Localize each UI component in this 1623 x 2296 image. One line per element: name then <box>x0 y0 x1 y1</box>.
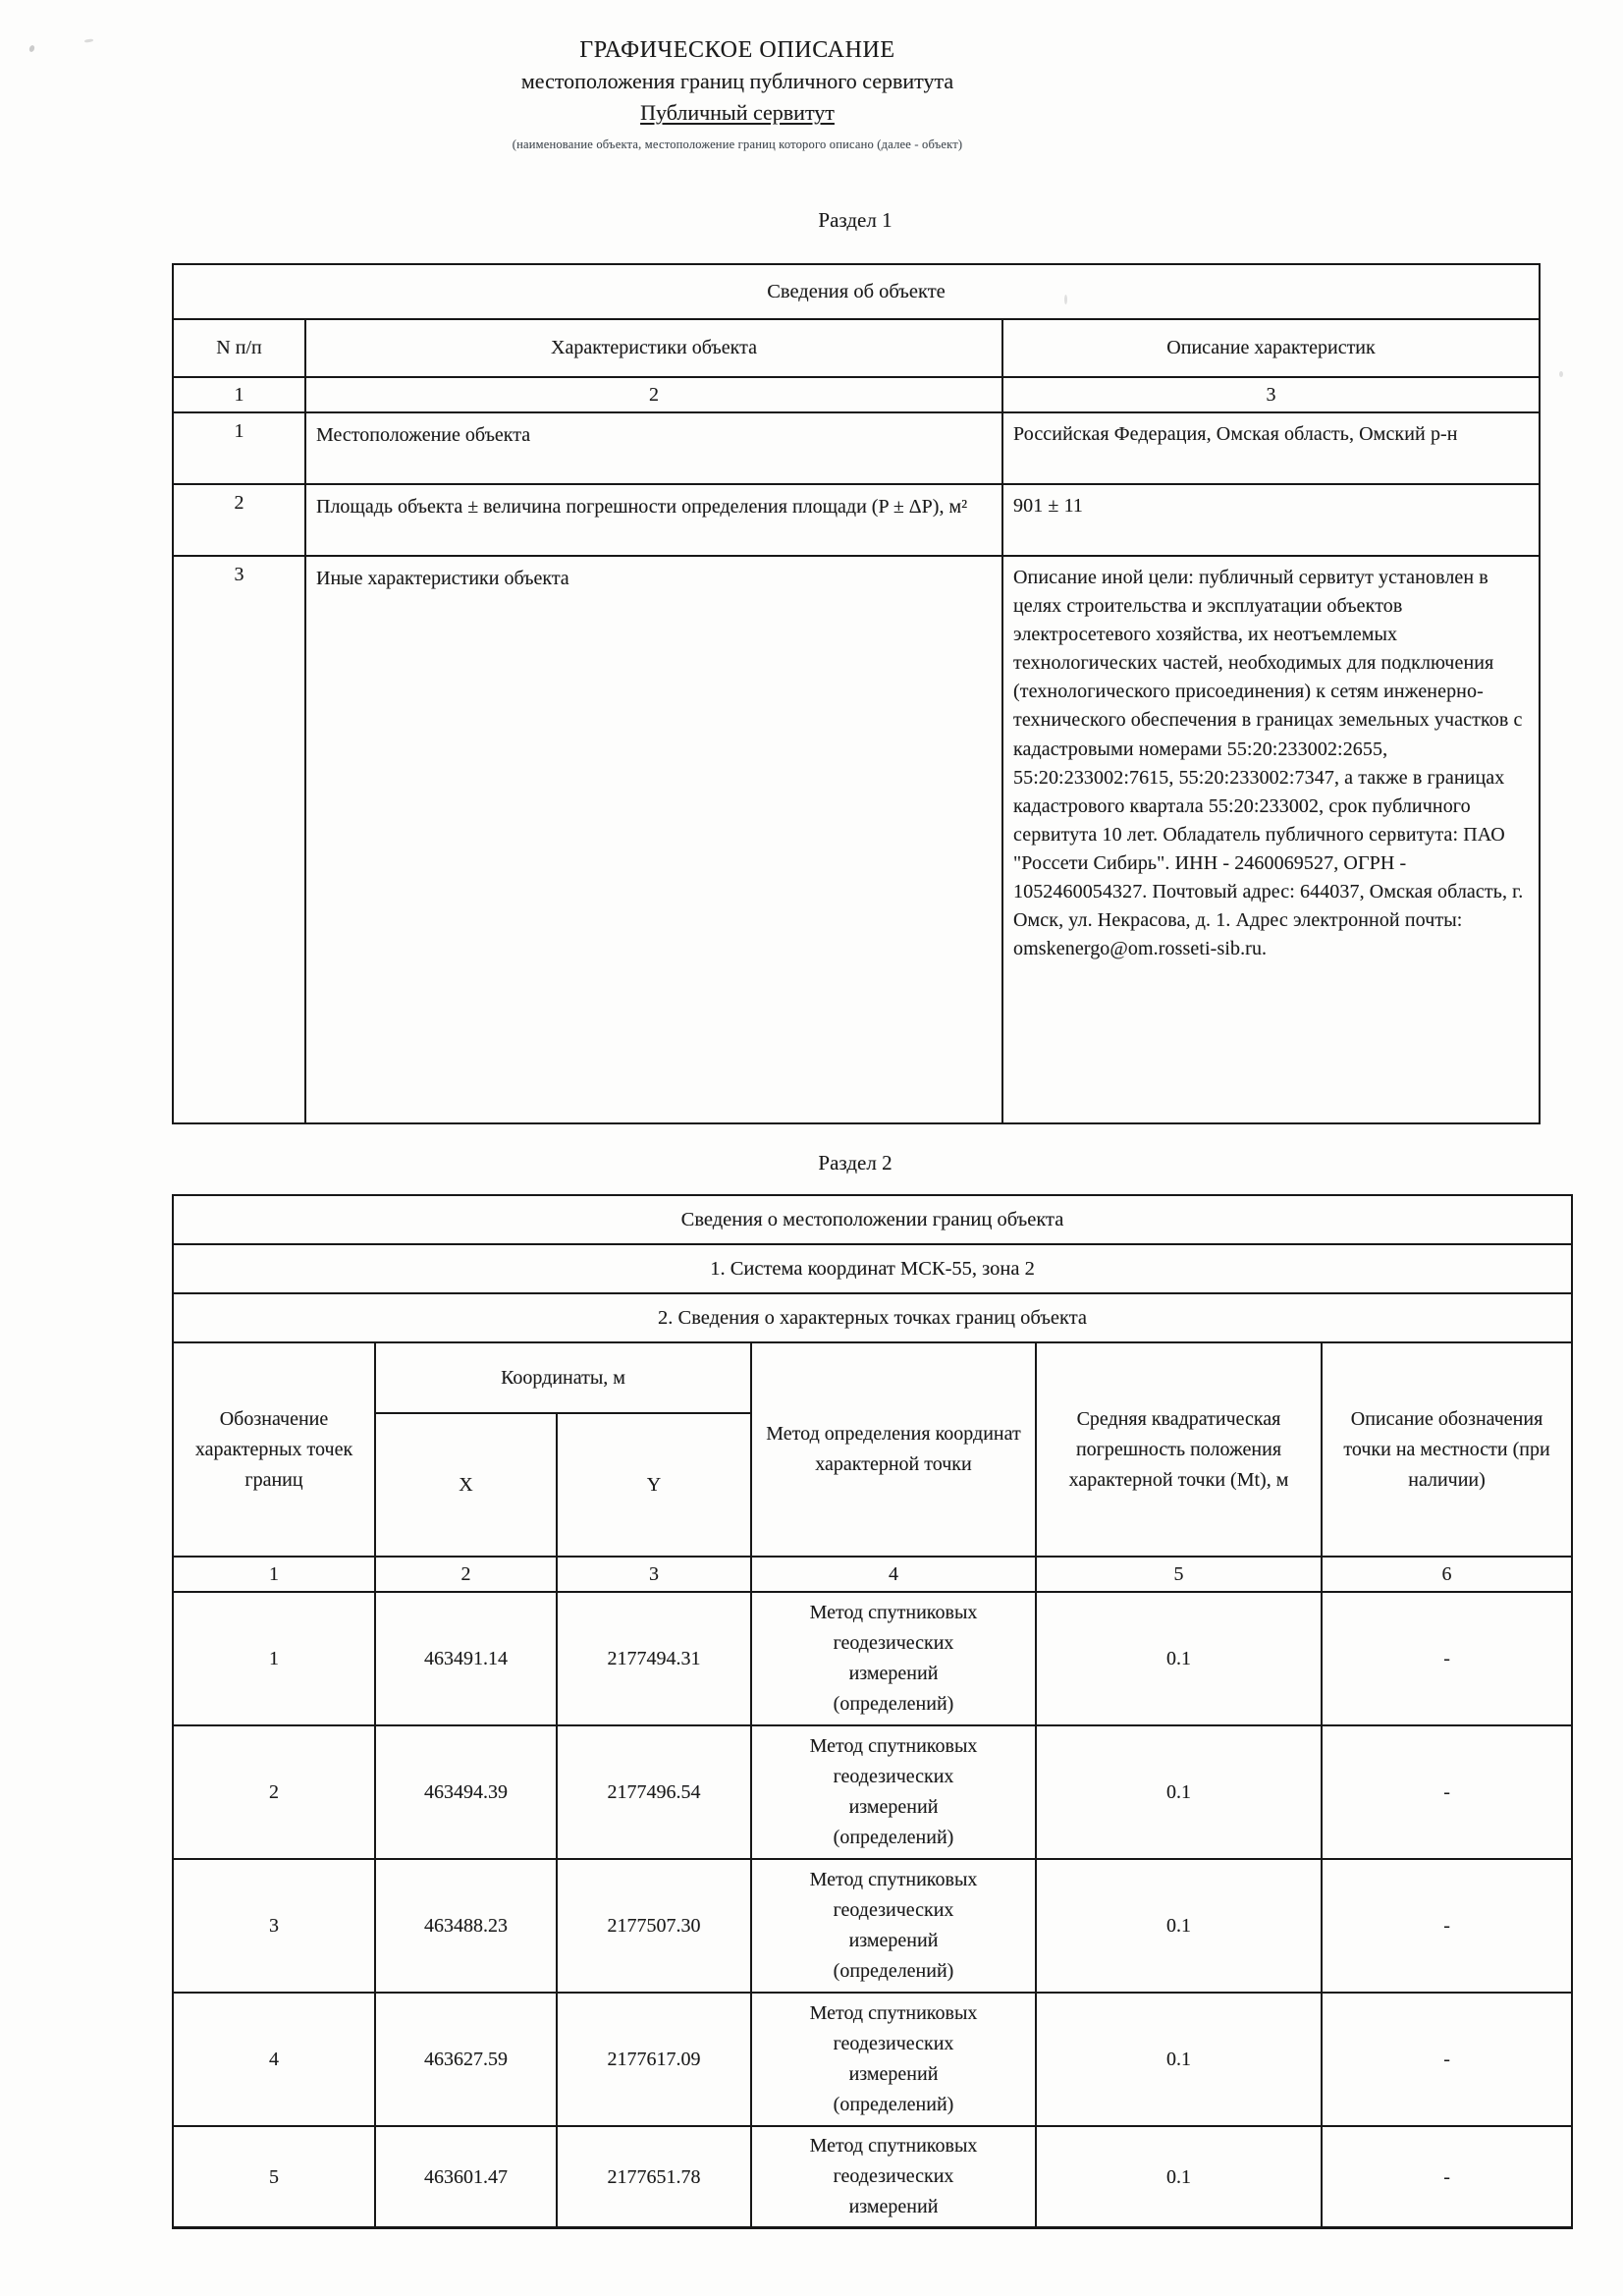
document-subtitle: местоположения границ публичного сервитута <box>520 69 954 94</box>
point-x: 463488.23 <box>375 1859 557 1993</box>
points-subtitle: 2. Сведения о характерных точках границ объекта <box>173 1293 1572 1342</box>
col-x-header: X <box>375 1413 557 1557</box>
point-error: 0.1 <box>1036 1592 1322 1725</box>
document-title: ГРАФИЧЕСКОЕ ОПИСАНИЕ <box>579 37 895 63</box>
characteristic-label: Местоположение объекта <box>305 412 1002 484</box>
table-row <box>173 556 1540 1123</box>
point-row <box>173 1993 1572 2126</box>
scan-artifact <box>1559 371 1563 377</box>
table1-title-row <box>173 264 1540 319</box>
point-x: 463494.39 <box>375 1725 557 1859</box>
section2-heading: Раздел 2 <box>818 1151 893 1175</box>
point-y: 2177496.54 <box>557 1725 751 1859</box>
point-id: 4 <box>173 1993 375 2126</box>
col-y-header: Y <box>557 1413 751 1557</box>
point-x: 463601.47 <box>375 2126 557 2228</box>
characteristic-label: Площадь объекта ± величина погрешности определения площади (P ± ΔP), м² <box>305 484 1002 556</box>
characteristic-value: Российская Федерация, Омская область, Омский р-н <box>1002 412 1540 484</box>
col-point-label-header: Обозначение характерных точек границ <box>173 1342 375 1557</box>
column-number: 1 <box>173 377 305 412</box>
point-id: 2 <box>173 1725 375 1859</box>
boundary-points-table <box>172 1194 1573 2229</box>
table2-header-row <box>173 1342 1572 1413</box>
object-name-caption: (наименование объекта, местоположение границ которого описано (далее - объект) <box>512 137 963 152</box>
table1-title: Сведения об объекте <box>173 264 1540 319</box>
table-row <box>173 412 1540 484</box>
point-description: - <box>1322 1592 1572 1725</box>
point-method: Метод спутниковых геодезических измерений (определений) <box>751 1859 1036 1993</box>
points-subtitle-row <box>173 1293 1572 1342</box>
table1-header-row <box>173 319 1540 377</box>
column-number: 3 <box>557 1557 751 1592</box>
point-y: 2177617.09 <box>557 1993 751 2126</box>
column-number: 2 <box>375 1557 557 1592</box>
point-description: - <box>1322 1993 1572 2126</box>
row-number: 1 <box>173 412 305 484</box>
characteristic-label: Иные характеристики объекта <box>305 556 1002 1123</box>
point-row <box>173 1725 1572 1859</box>
table1-col-description-header: Описание характеристик <box>1002 319 1540 377</box>
point-x: 463491.14 <box>375 1592 557 1725</box>
object-info-table <box>172 263 1541 1124</box>
object-name: Публичный сервитут <box>640 100 835 126</box>
point-method: Метод спутниковых геодезических измерений (определений) <box>751 1993 1036 2126</box>
point-description: - <box>1322 1859 1572 1993</box>
section1-heading: Раздел 1 <box>818 208 893 232</box>
point-error: 0.1 <box>1036 1725 1322 1859</box>
table-row <box>173 484 1540 556</box>
coordinate-system: 1. Система координат МСК-55, зона 2 <box>173 1244 1572 1293</box>
table1-col-num-header: N п/п <box>173 319 305 377</box>
col-method-header: Метод определения координат характерной точки <box>751 1342 1036 1557</box>
point-row <box>173 1592 1572 1725</box>
point-error: 0.1 <box>1036 1993 1322 2126</box>
document-header <box>169 35 1306 152</box>
point-description: - <box>1322 1725 1572 1859</box>
point-error: 0.1 <box>1036 1859 1322 1993</box>
point-method: Метод спутниковых геодезических измерений <box>751 2126 1036 2228</box>
point-row <box>173 2126 1572 2228</box>
point-id: 1 <box>173 1592 375 1725</box>
table2-title: Сведения о местоположении границ объекта <box>173 1195 1572 1244</box>
col-description-header: Описание обозначения точки на местности (при наличии) <box>1322 1342 1572 1557</box>
point-y: 2177651.78 <box>557 2126 751 2228</box>
column-number: 4 <box>751 1557 1036 1592</box>
table1-col-characteristic-header: Характеристики объекта <box>305 319 1002 377</box>
point-y: 2177494.31 <box>557 1592 751 1725</box>
table1-numbering-row <box>173 377 1540 412</box>
characteristic-value: 901 ± 11 <box>1002 484 1540 556</box>
col-coordinates-header: Координаты, м <box>375 1342 751 1413</box>
point-y: 2177507.30 <box>557 1859 751 1993</box>
point-id: 3 <box>173 1859 375 1993</box>
col-error-header: Средняя квадратическая погрешность положения характерной точки (Mt), м <box>1036 1342 1322 1557</box>
scan-artifact <box>84 38 93 42</box>
scan-artifact <box>28 44 35 52</box>
point-error: 0.1 <box>1036 2126 1322 2228</box>
point-row <box>173 1859 1572 1993</box>
coordinate-system-row <box>173 1244 1572 1293</box>
column-number: 5 <box>1036 1557 1322 1592</box>
point-method: Метод спутниковых геодезических измерений (определений) <box>751 1725 1036 1859</box>
point-x: 463627.59 <box>375 1993 557 2126</box>
point-description: - <box>1322 2126 1572 2228</box>
column-number: 3 <box>1002 377 1540 412</box>
column-number: 2 <box>305 377 1002 412</box>
table2-title-row <box>173 1195 1572 1244</box>
column-number: 1 <box>173 1557 375 1592</box>
characteristic-value: Описание иной цели: публичный сервитут установлен в целях строительства и эксплуатации объектов электросетевого хозяйства, их неотъемлемых технологических частей, необходимых для подключения (технологического присоединения) к сетям инженерно-технического обеспечения в границах земельных участков с кадастровыми номерами 55:20:233002:2655, 55:20:233002:7615, 55:20:233002:7347, а также в границах кадастрового квартала 55:20:233002, срок публичного сервитута 10 лет. Обладатель публичного сервитута: ПАО "Россети Сибирь". ИНН - 2460069527, ОГРН - 1052460054327. Почтовый адрес: 644037, Омская область, г. Омск, ул. Некрасова, д. 1. Адрес электронной почты: omskenergo@om.rosseti-sib.ru. <box>1002 556 1540 1123</box>
table2-numbering-row <box>173 1557 1572 1592</box>
row-number: 2 <box>173 484 305 556</box>
point-id: 5 <box>173 2126 375 2228</box>
row-number: 3 <box>173 556 305 1123</box>
column-number: 6 <box>1322 1557 1572 1592</box>
point-method: Метод спутниковых геодезических измерений (определений) <box>751 1592 1036 1725</box>
